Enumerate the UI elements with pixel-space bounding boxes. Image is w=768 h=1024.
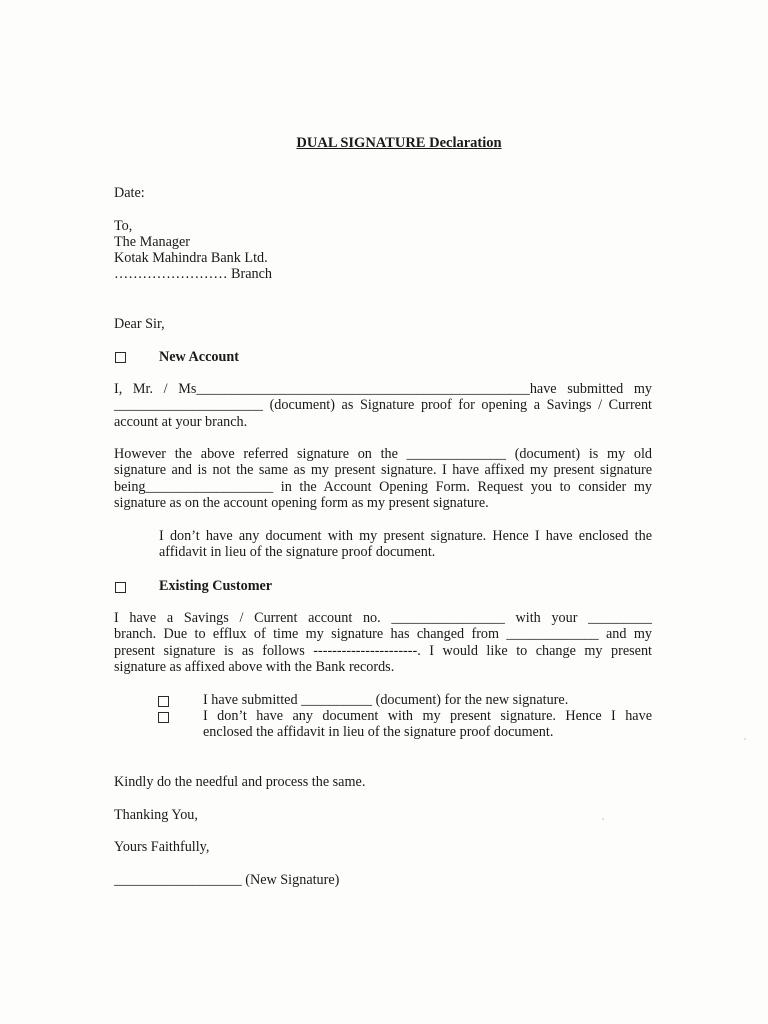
- salutation: Dear Sir,: [114, 316, 165, 332]
- existing-customer-heading: Existing Customer: [159, 578, 273, 594]
- address-branch: …………………… Branch: [114, 266, 273, 282]
- text-line: being__________________ in the Account Opening Form. Request you to consider my: [114, 478, 652, 495]
- new-account-paragraph-1: [114, 381, 652, 430]
- scan-speck: [602, 818, 604, 820]
- address-bank: Kotak Mahindra Bank Ltd.: [114, 250, 268, 266]
- closing-yours: Yours Faithfully,: [114, 839, 210, 855]
- option-affidavit-checkbox[interactable]: [158, 712, 169, 723]
- option-submitted-text: I have submitted __________ (document) for the new signature.: [203, 692, 569, 708]
- text-line: I have a Savings / Current account no. ________________ with your _________: [114, 610, 652, 626]
- text-line: I, Mr. / Ms_______________________________________________have submitted my: [114, 381, 652, 397]
- text-line: present signature is as follows ----------------------. I would like to change my present: [114, 642, 652, 659]
- new-account-paragraph-2: [114, 446, 652, 512]
- closing-thanks: Thanking You,: [114, 807, 198, 823]
- option-affidavit-text: [203, 708, 652, 741]
- option-submitted-checkbox[interactable]: [158, 696, 169, 707]
- text-line: signature as affixed above with the Bank records.: [114, 659, 395, 676]
- text-line: branch. Due to efflux of time my signature has changed from _____________ and my: [114, 626, 652, 643]
- page-title: DUAL SIGNATURE Declaration: [296, 135, 502, 151]
- text-line: However the above referred signature on the ______________ (document) is my old: [114, 446, 652, 462]
- text-line: I don’t have any document with my present signature. Hence I have enclosed the: [159, 528, 652, 544]
- text-line: _____________________ (document) as Signature proof for opening a Savings / Current: [114, 397, 652, 414]
- new-account-heading: New Account: [159, 349, 239, 365]
- existing-customer-paragraph: [114, 610, 652, 676]
- text-line: signature and is not the same as my present signature. I have affixed my present signature: [114, 462, 652, 479]
- address-to: To,: [114, 218, 133, 234]
- text-line: affidavit in lieu of the signature proof document.: [159, 544, 436, 561]
- scan-speck: [744, 738, 746, 740]
- text-line: enclosed the affidavit in lieu of the signature proof document.: [203, 724, 554, 741]
- new-account-checkbox[interactable]: [115, 352, 126, 363]
- date-label: Date:: [114, 185, 145, 201]
- new-account-paragraph-3: [159, 528, 652, 561]
- text-line: account at your branch.: [114, 413, 248, 430]
- text-line: signature as on the account opening form as my present signature.: [114, 495, 489, 512]
- signature-line: __________________ (New Signature): [114, 872, 340, 888]
- address-manager: The Manager: [114, 234, 191, 250]
- text-line: I don’t have any document with my present signature. Hence I have: [203, 708, 652, 724]
- closing-request: Kindly do the needful and process the same.: [114, 774, 366, 790]
- existing-customer-checkbox[interactable]: [115, 582, 126, 593]
